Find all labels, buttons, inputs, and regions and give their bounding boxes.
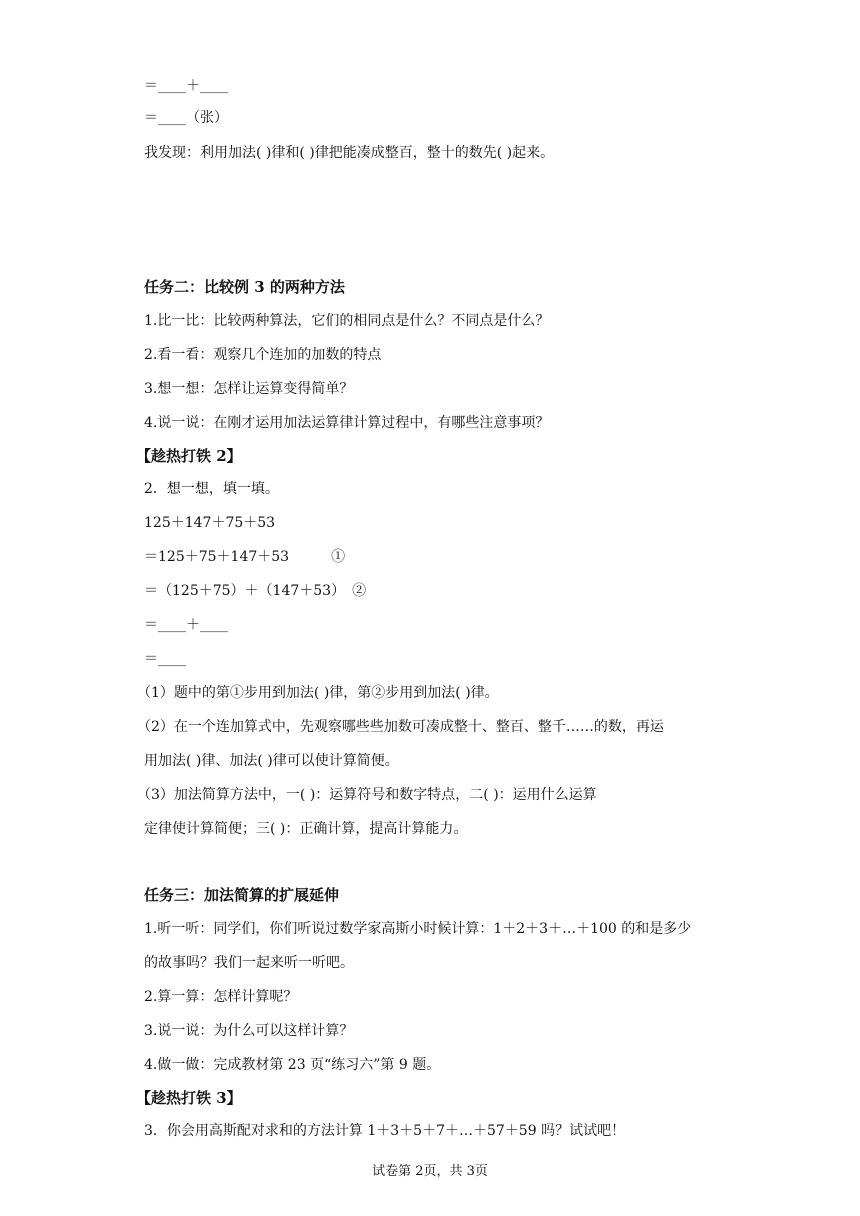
- subq-2-a: （2）在一个连加算式中，先观察哪些些加数可凑成整十、整百、整千……的数，再运: [137, 719, 664, 735]
- task3-item-1-a: 1.听一听：同学们，你们听说过数学家高斯小时候计算：1＋2＋3＋…＋100 的和是多少: [144, 921, 692, 937]
- task3-item-1-b: 的故事吗？我们一起来听一听吧。: [144, 955, 354, 971]
- subq-1: （1）题中的第①步用到加法( )律，第②步用到加法( )律。: [137, 685, 499, 701]
- practice-heading-3: 【趁热打铁 3】: [136, 1089, 242, 1107]
- task2-item-4: 4.说一说：在刚才运用加法运算律计算过程中，有哪些注意事项？: [144, 415, 550, 431]
- section-title-task3: 任务三：加法简算的扩展延伸: [144, 886, 340, 904]
- expr-line-2: ＝125＋75＋147＋53 ①: [144, 549, 346, 565]
- page-footer: 试卷第 2页，共 3页: [372, 1164, 488, 1179]
- expr-line-1: 125＋147＋75＋53: [144, 515, 276, 531]
- subq-3-a: （3）加法简算方法中，一( )：运算符号和数字特点，二( )：运用什么运算: [137, 787, 597, 803]
- section-title-task2: 任务二：比较例 3 的两种方法: [144, 278, 345, 296]
- task2-item-3: 3.想一想：怎样让运算变得简单？: [144, 381, 354, 397]
- line-eq2: ＝____（张）: [144, 110, 228, 126]
- task3-item-2: 2.算一算：怎样计算呢？: [144, 989, 298, 1005]
- expr-line-4: ＝____＋____: [144, 617, 228, 633]
- subq-3-b: 定律使计算简便；三( )：正确计算，提高计算能力。: [144, 821, 468, 837]
- task2-item-2: 2.看一看：观察几个连加的加数的特点: [144, 347, 382, 363]
- subq-2-b: 用加法( )律、加法( )律可以使计算简便。: [144, 753, 399, 769]
- line-discovery: 我发现：利用加法( )律和( )律把能凑成整百，整十的数先( )起来。: [144, 145, 555, 161]
- task3-item-3: 3.说一说：为什么可以这样计算？: [144, 1023, 354, 1039]
- question-2: 2．想一想，填一填。: [144, 481, 279, 497]
- line-eq1: ＝____＋____: [144, 78, 228, 94]
- task3-item-4: 4.做一做：完成教材第 23 页“练习六”第 9 题。: [144, 1057, 441, 1073]
- question-3: 3．你会用高斯配对求和的方法计算 1＋3＋5＋7＋…＋57＋59 吗？试试吧！: [144, 1123, 626, 1139]
- expr-line-3: ＝（125＋75）＋（147＋53） ②: [144, 583, 367, 599]
- task2-item-1: 1.比一比：比较两种算法，它们的相同点是什么？不同点是什么？: [144, 313, 550, 329]
- expr-line-5: ＝____: [144, 651, 186, 667]
- practice-heading-2: 【趁热打铁 2】: [136, 447, 242, 465]
